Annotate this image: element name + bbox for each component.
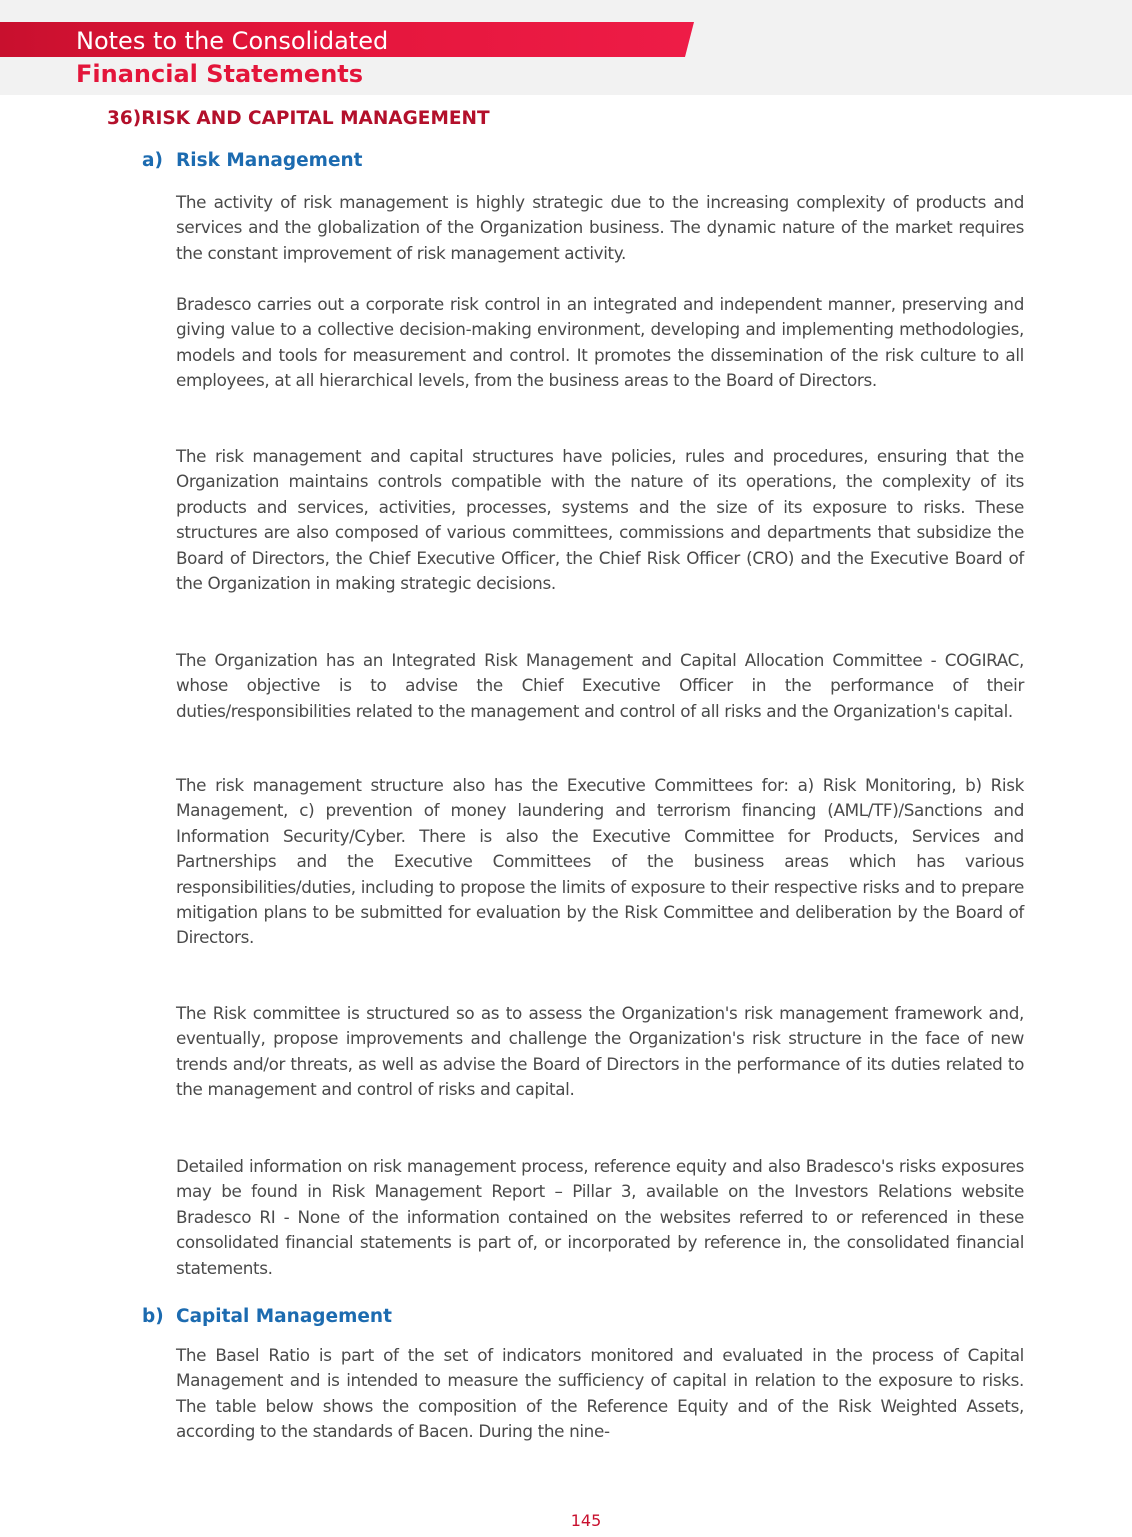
subsection-a-title: Risk Management — [176, 150, 363, 171]
section-number: 36) — [107, 108, 142, 129]
paragraph-5: The risk management structure also has the Executive Committees for: a) Risk Monitoring, b) Risk Management, c) prevention of money laundering and terrorism financing (AML/TF)/Sanctions and Information Security/Cyber. There is also the Executive Committee for Products, Services and Partnerships and the Executive Committees of the business areas which has various responsibilities/duties, including to propose the limits of exposure to their respective risks and to prepare mitigation plans to be submitted for evaluation by the Risk Committee and deliberation by the Board of Directors. — [176, 775, 1024, 948]
subsection-b-title: Capital Management — [176, 1306, 392, 1327]
subsection-b-letter: b) — [142, 1306, 164, 1327]
subsection-a-letter: a) — [142, 150, 163, 171]
paragraph-1: The activity of risk management is highly strategic due to the increasing complexity of products and services and the globalization of the Organization business. The dynamic nature of the market requires the constant improvement of risk management activity. — [176, 192, 1024, 263]
page-number: 145 — [570, 1511, 602, 1530]
header-title-line1: Notes to the Consolidated — [76, 27, 389, 55]
section-heading — [107, 107, 490, 131]
paragraph-4: The Organization has an Integrated Risk Management and Capital Allocation Committee - COGIRAC, whose objective is to advise the Chief Executive Officer in the performance of their duties/responsibilities related to the management and control of all risks and the Organization's capital. — [176, 650, 1024, 721]
paragraph-2: Bradesco carries out a corporate risk control in an integrated and independent manner, preserving and giving value to a collective decision-making environment, developing and implementing methodologies, models and tools for measurement and control. It promotes the dissemination of the risk culture to all employees, at all hierarchical levels, from the business areas to the Board of Directors. — [176, 294, 1024, 391]
header-title-line2: Financial Statements — [76, 60, 364, 88]
paragraph-3: The risk management and capital structures have policies, rules and procedures, ensuring that the Organization maintains controls compatible with the nature of its operations, the complexity of its products and services, activities, processes, systems and the size of its exposure to risks. These structures are also composed of various committees, commissions and departments that subsidize the Board of Directors, the Chief Executive Officer, the Chief Risk Officer (CRO) and the Executive Board of the Organization in making strategic decisions. — [176, 446, 1024, 594]
section-title: RISK AND CAPITAL MANAGEMENT — [141, 108, 490, 129]
paragraph-7: Detailed information on risk management process, reference equity and also Bradesco's risks exposures may be found in Risk Management Report – Pillar 3, available on the Investors Relations website Bradesco RI - None of the information contained on the websites referred to or referenced in these consolidated financial statements is part of, or incorporated by reference in, the consolidated financial statements. — [176, 1156, 1024, 1278]
paragraph-6: The Risk committee is structured so as to assess the Organization's risk management framework and, eventually, propose improvements and challenge the Organization's risk structure in the face of new trends and/or threats, as well as advise the Board of Directors in the performance of its duties related to the management and control of risks and capital. — [176, 1003, 1024, 1100]
paragraph-8: The Basel Ratio is part of the set of indicators monitored and evaluated in the process of Capital Management and is intended to measure the sufficiency of capital in relation to the exposure to risks. The table below shows the composition of the Reference Equity and of the Risk Weighted Assets, according to the standards of Bacen. During the nine- — [176, 1345, 1024, 1442]
